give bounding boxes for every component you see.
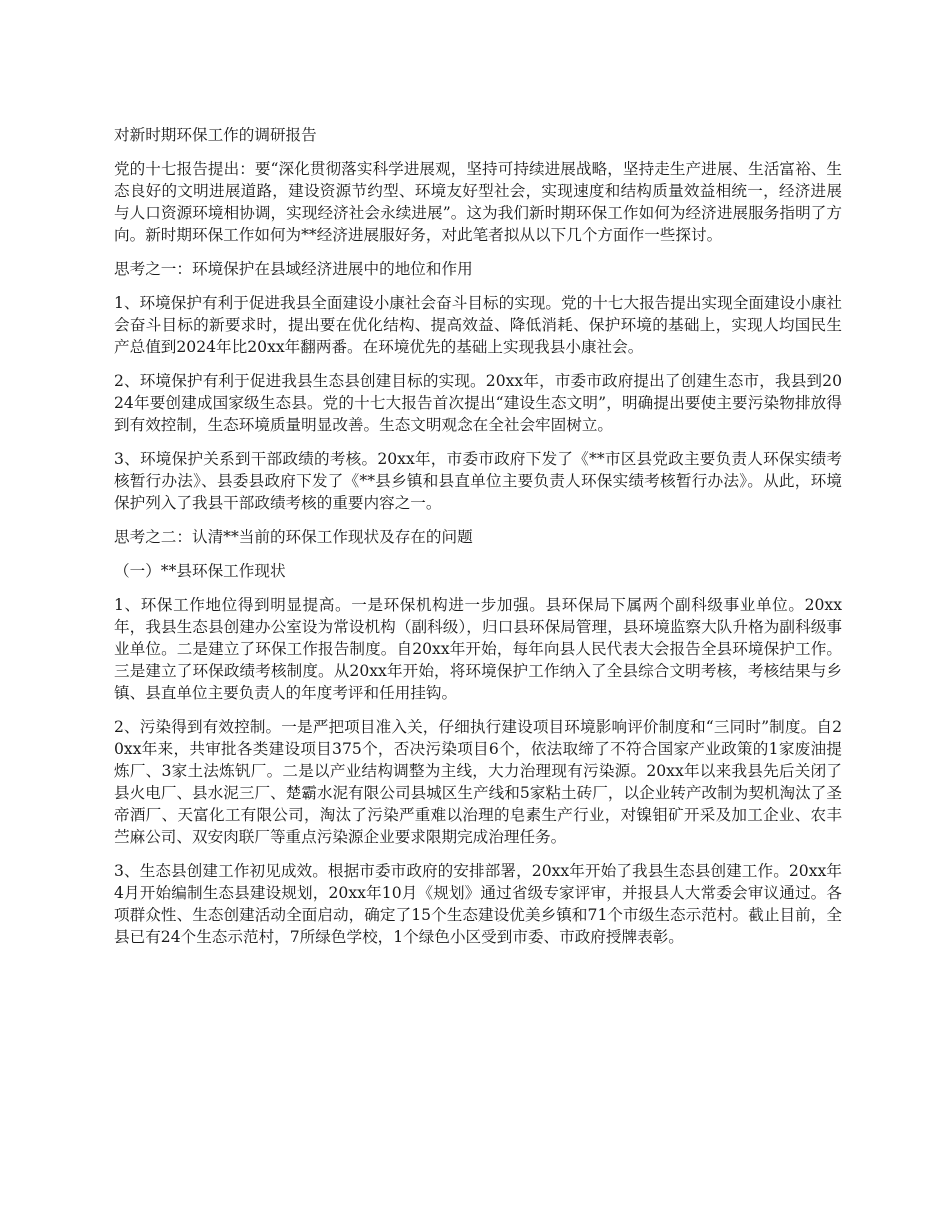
subsection-heading-1: （一）**县环保工作现状	[114, 562, 286, 580]
paragraph-1-1: 1、环境保护有利于促进我县全面建设小康社会奋斗目标的实现。党的十七大报告提出实现全面建设小康社会奋斗目标的新要求时，提出要在优化结构、提高效益、降低消耗、保护环境的基础上，实现人均国民生产总值到2024年比20xx年翻两番。在环境优先的基础上实现我县小康社会。	[114, 294, 842, 356]
paragraph-2-2: 2、污染得到有效控制。一是严把项目准入关，仔细执行建设项目环境影响评价制度和“三同时”制度。自20xx年来，共审批各类建设项目375个，否决污染项目6个，依法取缔了不符合国家产业政策的1家废油提炼厂、3家土法炼钒厂。二是以产业结构调整为主线，大力治理现有污染源。20xx年以来我县先后关闭了县火电厂、县水泥三厂、楚霸水泥有限公司县城区生产线和5家粘土砖厂，以企业转产改制为契机淘汰了圣帝酒厂、天富化工有限公司，淘汰了污染严重难以治理的皂素生产行业，对镍钼矿开采及加工企业、农丰苎麻公司、双安肉联厂等重点污染源企业要求限期完成治理任务。	[114, 718, 842, 846]
paragraph-1-3: 3、环境保护关系到干部政绩的考核。20xx年，市委市政府下发了《**市区县党政主要负责人环保实绩考核暂行办法》、县委县政府下发了《**县乡镇和县直单位主要负责人环保实绩考核暂行办法》。从此，环境保护列入了我县干部政绩考核的重要内容之一。	[114, 450, 842, 512]
paragraph-2-3: 3、生态县创建工作初见成效。根据市委市政府的安排部署，20xx年开始了我县生态县创建工作。20xx年4月开始编制生态县建设规划，20xx年10月《规划》通过省级专家评审，并报县人大常委会审议通过。各项群众性、生态创建活动全面启动，确定了15个生态建设优美乡镇和71个市级生态示范村。截止目前，全县已有24个生态示范村，7所绿色学校，1个绿色小区受到市委、市政府授牌表彰。	[114, 862, 842, 946]
paragraph-1-2: 2、环境保护有利于促进我县生态县创建目标的实现。20xx年，市委市政府提出了创建生态市，我县到2024年要创建成国家级生态县。党的十七大报告首次提出“建设生态文明”，明确提出要使主要污染物排放得到有效控制，生态环境质量明显改善。生态文明观念在全社会牢固树立。	[114, 372, 842, 434]
section-heading-1: 思考之一：环境保护在县域经济进展中的地位和作用	[114, 260, 473, 278]
document-title: 对新时期环保工作的调研报告	[114, 126, 317, 144]
document-page	[114, 124, 842, 960]
paragraph-intro: 党的十七报告提出：要“深化贯彻落实科学进展观，坚持可持续进展战略，坚持走生产进展、生活富裕、生态良好的文明进展道路，建设资源节约型、环境友好型社会，实现速度和结构质量效益相统一，经济进展与人口资源环境相协调，实现经济社会永续进展”。这为我们新时期环保工作如何为经济进展服务指明了方向。新时期环保工作如何为**经济进展服好务，对此笔者拟从以下几个方面作一些探讨。	[114, 160, 842, 244]
section-heading-2: 思考之二：认清**当前的环保工作现状及存在的问题	[114, 528, 473, 546]
paragraph-2-1: 1、环保工作地位得到明显提高。一是环保机构进一步加强。县环保局下属两个副科级事业单位。20xx年，我县生态县创建办公室设为常设机构（副科级），归口县环保局管理，县环境监察大队升格为副科级事业单位。二是建立了环保工作报告制度。自20xx年开始，每年向县人民代表大会报告全县环境保护工作。三是建立了环保政绩考核制度。从20xx年开始，将环境保护工作纳入了全县综合文明考核，考核结果与乡镇、县直单位主要负责人的年度考评和任用挂钩。	[114, 596, 842, 702]
